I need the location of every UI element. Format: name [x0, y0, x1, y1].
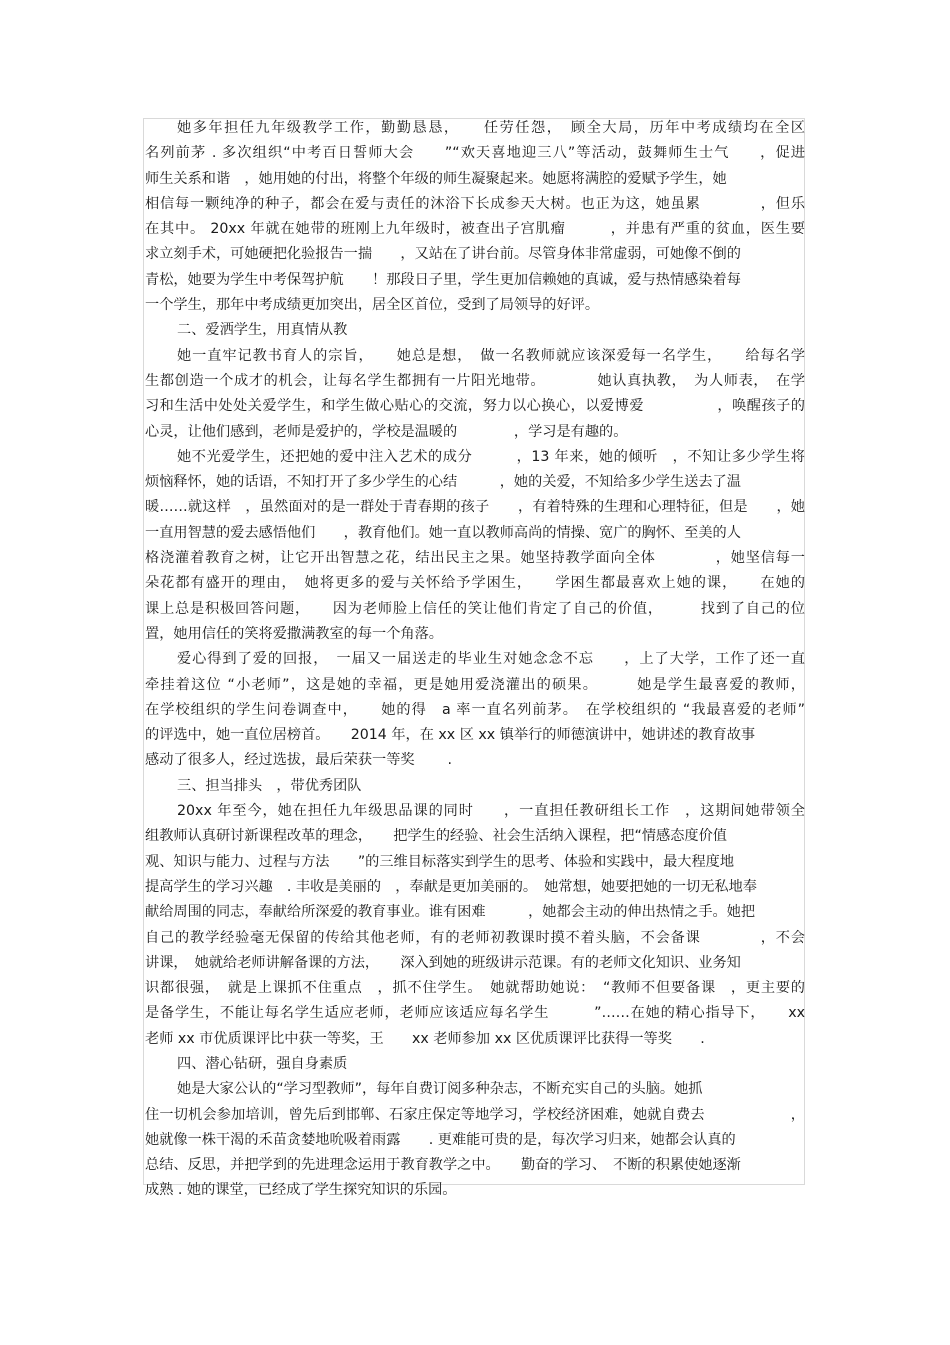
text-line: 识都很强， 就是上课抓不住重点 ，抓不住学生。 她就帮助她说： “教师不但要备课 ，更主要的	[145, 980, 805, 997]
text-line: 生都创造一个成才的机会，让每名学生都拥有一片阳光地带。 她认真执教， 为人师表， 在学	[145, 372, 805, 389]
text-line: 成熟 . 她的课堂，已经成了学生探究知识的乐园。	[145, 1182, 457, 1199]
text-line: 爱心得到了爱的回报， 一届又一届送走的毕业生对她念念不忘 ，上了大学，工作了还一直	[177, 651, 805, 668]
text-line: 感动了很多人，经过选拔，最后荣获一等奖 .	[145, 752, 452, 769]
text-line: 四、潜心钻研，强自身素质	[177, 1055, 348, 1072]
text-line: 师生关系和谐 ，她用她的付出，将整个年级的师生凝聚起来。她愿将满腔的爱赋予学生，她	[145, 170, 727, 187]
text-line: 的评选中，她一直位居榜首。 2014 年，在 xx 区 xx 镇举行的师德演讲中，她讲述的教育故事	[145, 727, 756, 744]
text-line: 她是大家公认的“学习型教师”，每年自费订阅多种杂志，不断充实自己的头脑。她抓	[177, 1081, 703, 1098]
text-line: 青松，她要为学生中考保驾护航 ！那段日子里，学生更加信赖她的真诚，爱与热情感染着每	[145, 271, 741, 288]
text-line: 她就像一株干渴的禾苗贪婪地吮吸着雨露 . 更难能可贵的是，每次学习归来，她都会认真的	[145, 1131, 736, 1148]
text-line: 20xx 年至今，她在担任九年级思品课的同时 ，一直担任教研组长工作 ，这期间她带领全	[177, 803, 805, 820]
text-line: 总结、反思，并把学到的先进理念运用于教育教学之中。 勤奋的学习、 不断的积累使她逐渐	[145, 1157, 741, 1174]
text-line: 求立刻手术，可她硬把化验报告一揣 ，又站在了讲台前。尽管身体非常虚弱，可她像不倒的	[145, 246, 741, 263]
text-line: 名列前茅 . 多次组织“中考百日誓师大会 ”“欢天喜地迎三八”等活动，鼓舞师生士气 ，促进	[145, 145, 805, 162]
text-line: 烦恼释怀，她的话语，不知打开了多少学生的心结 ，她的关爱，不知给多少学生送去了温	[145, 474, 741, 491]
text-line: 相信每一颗纯净的种子，都会在爱与责任的沐浴下长成参天大树。也正为这，她虽累 ，但乐	[145, 195, 805, 212]
text-line: 心灵，让他们感到，老师是爱护的，学校是温暖的 ，学习是有趣的。	[145, 423, 628, 440]
text-line: 三、担当排头 ，带优秀团队	[177, 777, 362, 794]
text-line: 二、爱洒学生，用真情从教	[177, 322, 348, 339]
text-line: 朵花都有盛开的理由， 她将更多的爱与关怀给予学困生， 学困生都最喜欢上她的课， 在她的	[145, 575, 805, 592]
text-line: 住一切机会参加培训，曾先后到邯郸、石家庄保定等地学习，学校经济困难，她就自费去 ，	[145, 1106, 805, 1123]
text-line: 讲课， 她就给老师讲解备课的方法， 深入到她的班级讲示范课。有的老师文化知识、业务知	[145, 954, 741, 971]
text-line: 提高学生的学习兴趣 . 丰收是美丽的 ，奉献是更加美丽的。 她常想，她要把她的一切无私地奉	[145, 878, 757, 895]
text-line: 格浇灌着教育之树，让它开出智慧之花，结出民主之果。她坚持教学面向全体 ，她坚信每一	[145, 550, 805, 567]
text-line: 置，她用信任的笑将爱撒满教室的每一个角落。	[145, 625, 443, 642]
document-body	[145, 116, 805, 1204]
text-line: 自己的教学经验毫无保留的传给其他老师，有的老师初教课时摸不着头脑，不会备课 ，不会	[145, 929, 805, 946]
text-line: 一个学生，那年中考成绩更加突出，居全区首位，受到了局领导的好评。	[145, 297, 600, 314]
text-line: 是备学生，不能让每名学生适应老师，老师应该适应每名学生 ”……在她的精心指导下， xx	[145, 1005, 805, 1022]
text-line: 暖……就这样 ，虽然面对的是一群处于青春期的孩子 ，有着特殊的生理和心理特征，但是 ，她	[145, 499, 805, 516]
text-line: 在其中。 20xx 年就在她带的班刚上九年级时，被查出子宫肌瘤 ，并患有严重的贫血，医生要	[145, 221, 805, 238]
text-line: 一直用智慧的爱去感悟他们 ，教育他们。她一直以教师高尚的情操、宽广的胸怀、至美的人	[145, 524, 741, 541]
text-line: 组教师认真研讨新课程改革的理念， 把学生的经验、社会生活纳入课程，把“情感态度价值	[145, 828, 727, 845]
text-line: 她多年担任九年级教学工作，勤勤恳恳， 任劳任怨， 顾全大局，历年中考成绩均在全区	[177, 120, 805, 136]
text-line: 献给周围的同志，奉献给所深爱的教育事业。谁有困难 ，她都会主动的伸出热情之手。她把	[145, 904, 756, 921]
text-line: 她不光爱学生，还把她的爱中注入艺术的成分 ，13 年来，她的倾听 ，不知让多少学生将	[177, 448, 805, 465]
text-line: 观、知识与能力、过程与方法 ”的三维目标落实到学生的思考、体验和实践中，最大程度地	[145, 853, 735, 870]
text-line: 牵挂着这位 “小老师”，这是她的幸福，更是她用爱浇灌出的硕果。 她是学生最喜爱的教师，	[145, 676, 805, 693]
text-line: 习和生活中处处关爱学生，和学生做心贴心的交流，努力以心换心，以爱博爱 ，唤醒孩子的	[145, 398, 805, 415]
text-line: 老师 xx 市优质课评比中获一等奖，王 xx 老师参加 xx 区优质课评比获得一等奖 .	[145, 1030, 705, 1047]
text-line: 在学校组织的学生问卷调查中， 她的得 a 率一直名列前茅。 在学校组织的 “我最喜爱的老师”	[145, 701, 805, 718]
text-line: 她一直牢记教书育人的宗旨， 她总是想， 做一名教师就应该深爱每一名学生， 给每名学	[177, 347, 805, 364]
text-line: 课上总是积极回答问题， 因为老师脸上信任的笑让他们肯定了自己的价值， 找到了自己的位	[145, 600, 805, 617]
